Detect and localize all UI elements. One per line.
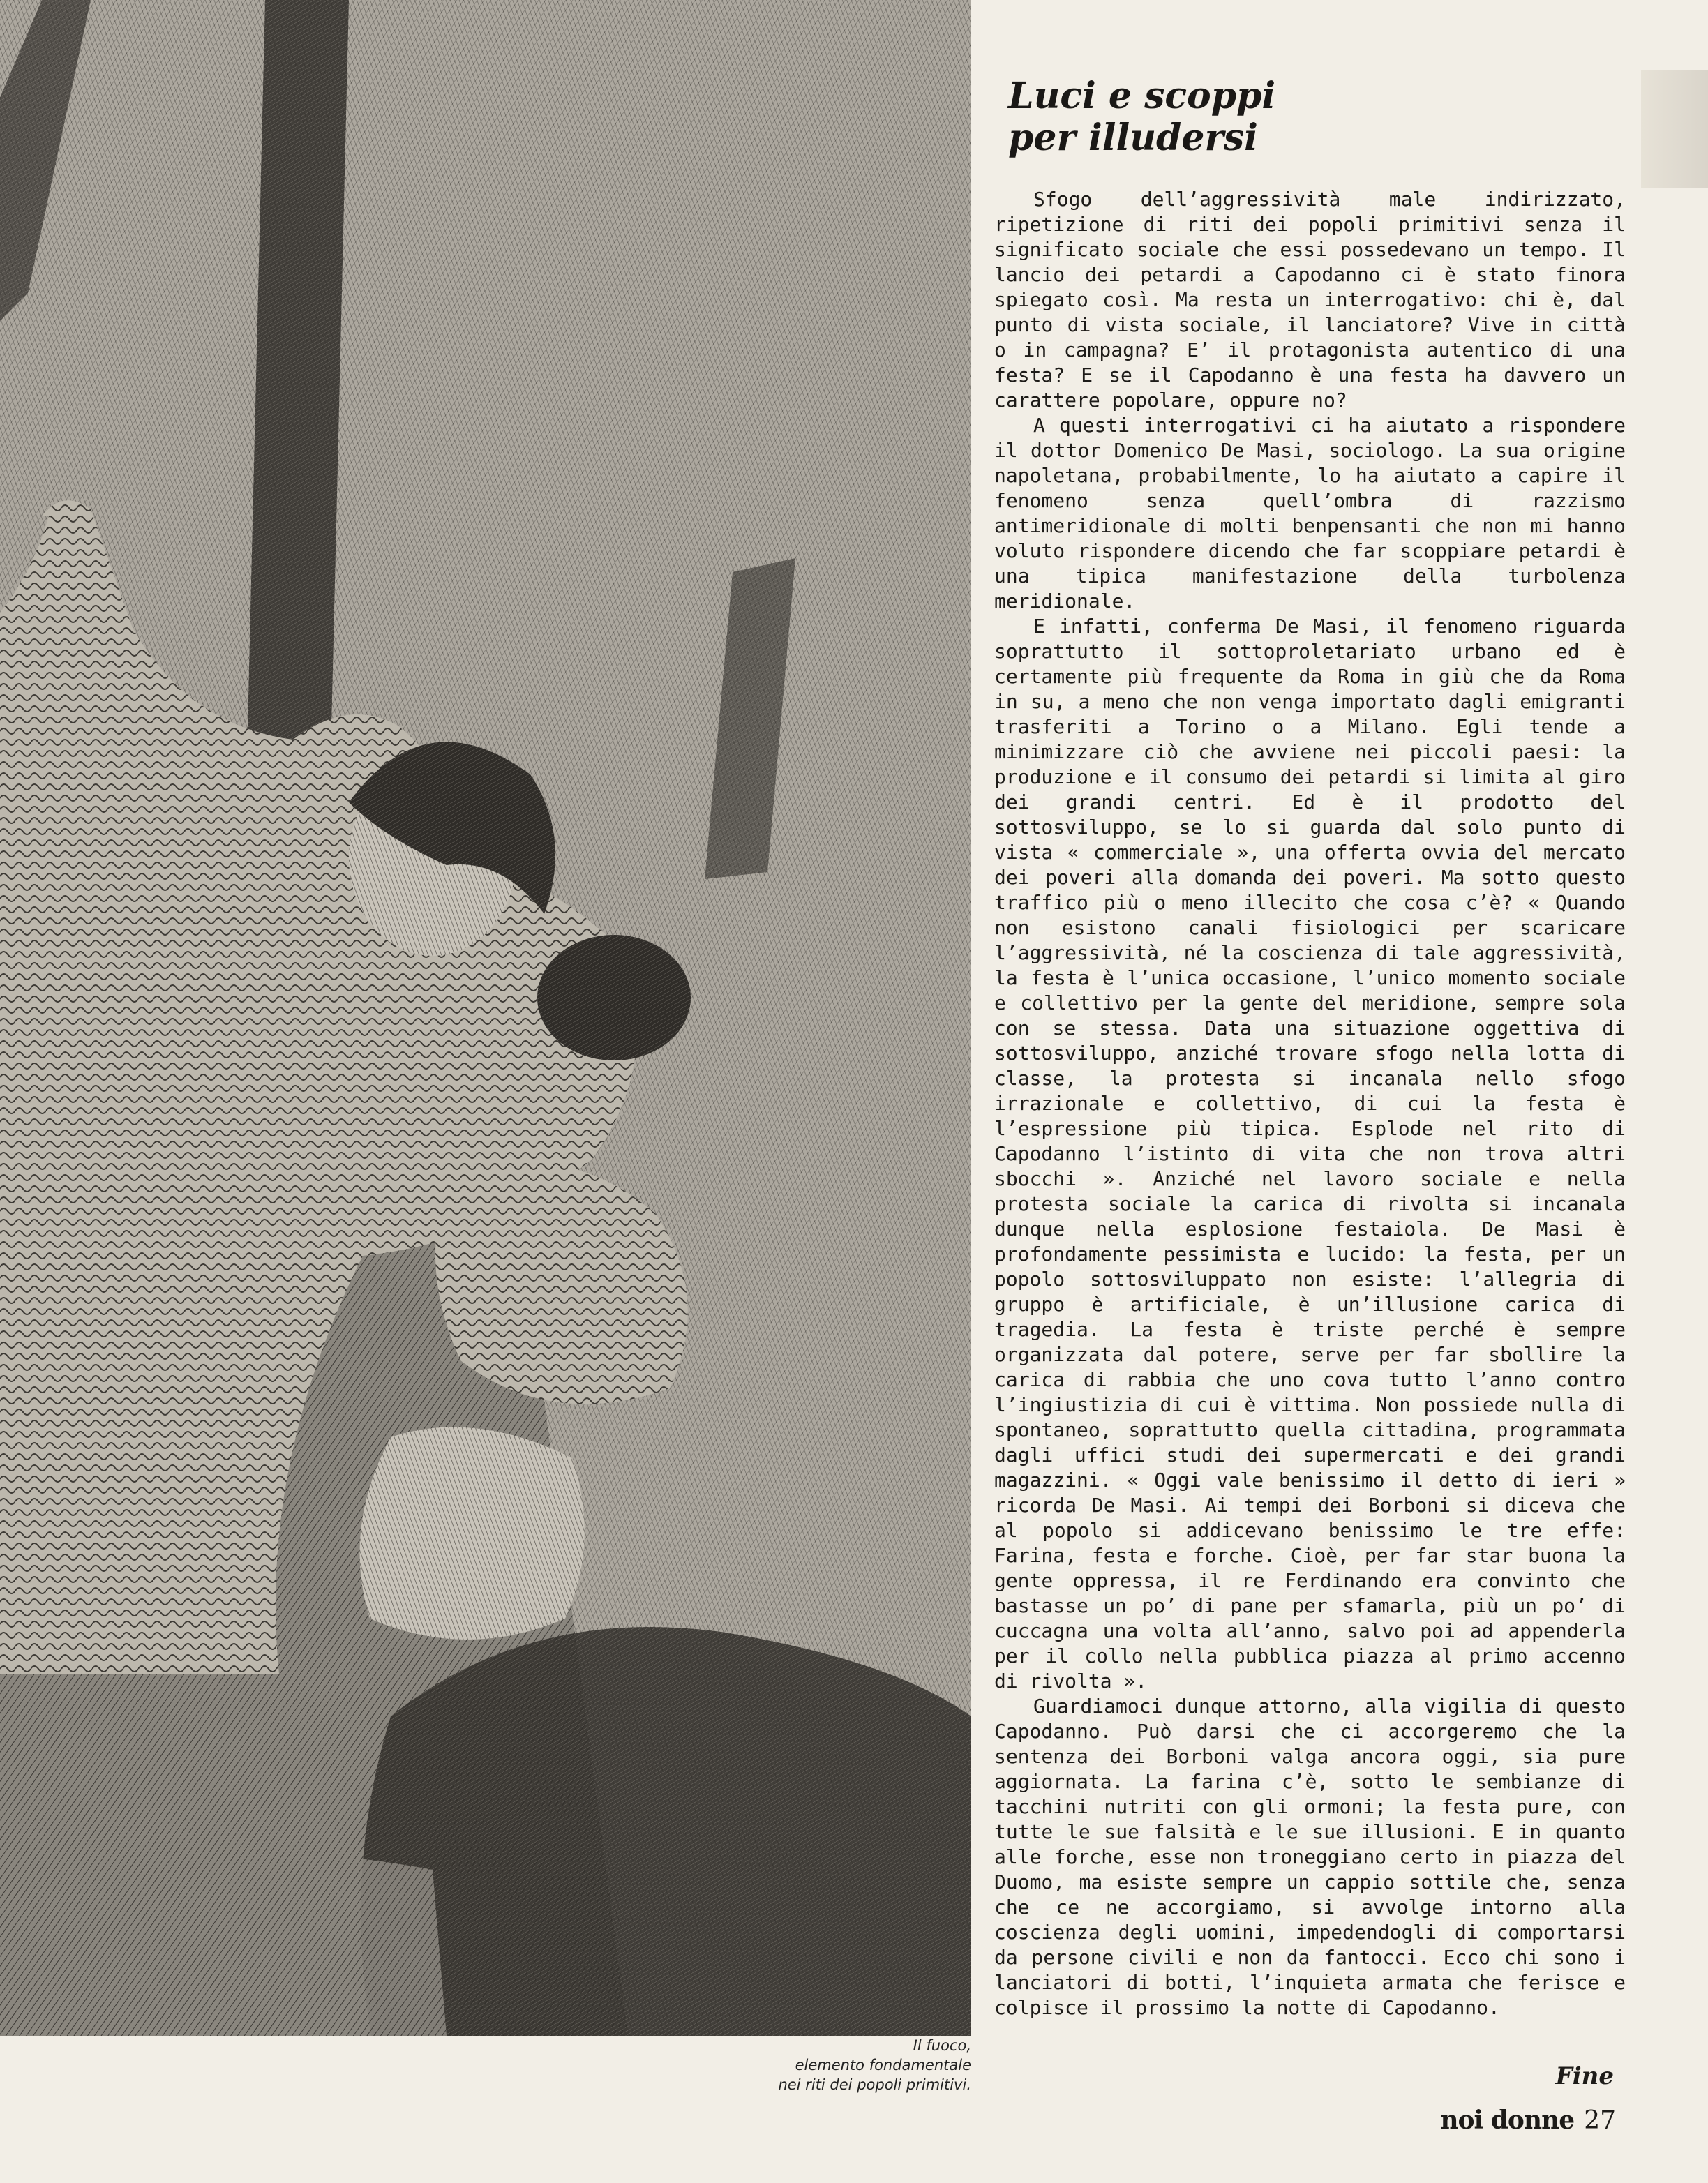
caption-line: Il fuoco,	[913, 2037, 971, 2054]
page-number: 27	[1584, 2106, 1616, 2135]
paragraph: Sfogo dell’aggressività male indirizzato, ripetizione di riti dei popoli primitivi senza il significato sociale che essi possedevano un tempo. Il lancio dei petardi a Capodanno ci è stato finora spiegato così. Ma resta un interrogativo: chi è, dal punto di vista sociale, il lanciatore? Vive in città o in campagna? E’ il protagonista autentico di una festa? E se il Capodanno è una festa ha davvero un carattere popolare, oppure no?	[994, 188, 1626, 412]
page-footer	[1440, 2106, 1616, 2135]
paragraph: A questi interrogativi ci ha aiutato a rispondere il dottor Domenico De Masi, sociologo. La sua origine napoletana, probabilmente, lo ha aiutato a capire il fenomeno senza quell’ombra di razzismo antimeridionale di molti benpensanti che non mi hanno voluto rispondere dicendo che far scoppiare petardi è una tipica manifestazione della turbolenza meridionale.	[994, 414, 1626, 613]
article-body	[994, 187, 1626, 2020]
caption-line: nei riti dei popoli primitivi.	[778, 2076, 971, 2093]
magazine-name: noi donne	[1440, 2106, 1575, 2135]
article-end-mark: Fine	[1555, 2062, 1614, 2090]
paragraph: Guardiamoci dunque attorno, alla vigilia di questo Capodanno. Può darsi che ci accorgeremo che la sentenza dei Borboni valga ancora oggi, sia pure aggiornata. La farina c’è, sotto le sembianze di tacchini nutriti con gli ormoni; la festa pure, con tutte le sue falsità e le sue illusioni. E in quanto alle forche, esse non troneggiano certo in piazza del Duomo, ma esiste sempre un cappio sottile che, senza che ce ne accorgiamo, si avvolge intorno alla coscienza degli uomini, impedendogli di comportarsi da persone civili e non da fantocci. Ecco chi sono i lanciatori di botti, l’inquieta armata che ferisce e colpisce il prossimo la notte di Capodanno.	[994, 1695, 1626, 2019]
illustration-caption	[698, 2036, 971, 2094]
headline-line: Luci e scoppi	[1008, 75, 1276, 117]
headline-line: per illudersi	[1008, 117, 1258, 159]
page-edge	[1641, 70, 1708, 188]
article-headline	[1008, 75, 1626, 159]
paragraph: E infatti, conferma De Masi, il fenomeno riguarda soprattutto il sottoproletariato urbano ed è certamente più frequente da Roma in giù che da Roma in su, a meno che non venga importato dagli emigranti trasferiti a Torino o a Milano. Egli tende a minimizzare ciò che avviene nei piccoli paesi: la produzione e il consumo dei petardi si limita al giro dei grandi centri. Ed è il prodotto del sottosviluppo, se lo si guarda dal solo punto di vista « commerciale », una offerta ovvia del mercato dei poveri alla domanda dei poveri. Ma sotto questo traffico più o meno illecito che cosa c’è? « Quando non esistono canali fisiologici per scaricare l’aggressività, né la coscienza di tale aggressività, la festa è l’unica occasione, l’unico momento sociale e collettivo per la gente del meridione, sempre sola con se stessa. Data una situazione oggettiva di sottosviluppo, anziché trovare sfogo nella lotta di classe, la protesta si incanala nello sfogo irrazionale e collettivo, di cui la festa è l’espressione più tipica. Esplode nel rito di Capodanno l’istinto di vita che non trova altri sbocchi ». Anziché nel lavoro sociale e nella protesta sociale la carica di rivolta si incanala dunque nella esplosione festaiola. De Masi è profondamente pessimista e lucido: la festa, per un popolo sottosviluppato non esiste: l’allegria di gruppo è artificiale, è un’illusione carica di tragedia. La festa è triste perché è sempre organizzata dal potere, serve per far sbollire la carica di rabbia che uno cova tutto l’anno contro l’ingiustizia di cui è vittima. Non possiede nulla di spontaneo, soprattutto quella cittadina, programmata dagli uffici studi dei supermercati e dei grandi magazzini. « Oggi vale benissimo il detto di ieri » ricorda De Masi. Ai tempi dei Borboni si diceva che al popolo si addicevano benissimo le tre effe: Farina, festa e forche. Cioè, per far star buona la gente oppressa, il re Ferdinando era convinto che bastasse un po’ di pane per sfamarla, più un po’ di cuccagna una volta all’anno, salvo poi ad appenderla per il collo nella pubblica piazza al primo accenno di rivolta ».	[994, 615, 1626, 1693]
caption-line: elemento fondamentale	[795, 2057, 971, 2073]
article-column	[994, 75, 1626, 2020]
